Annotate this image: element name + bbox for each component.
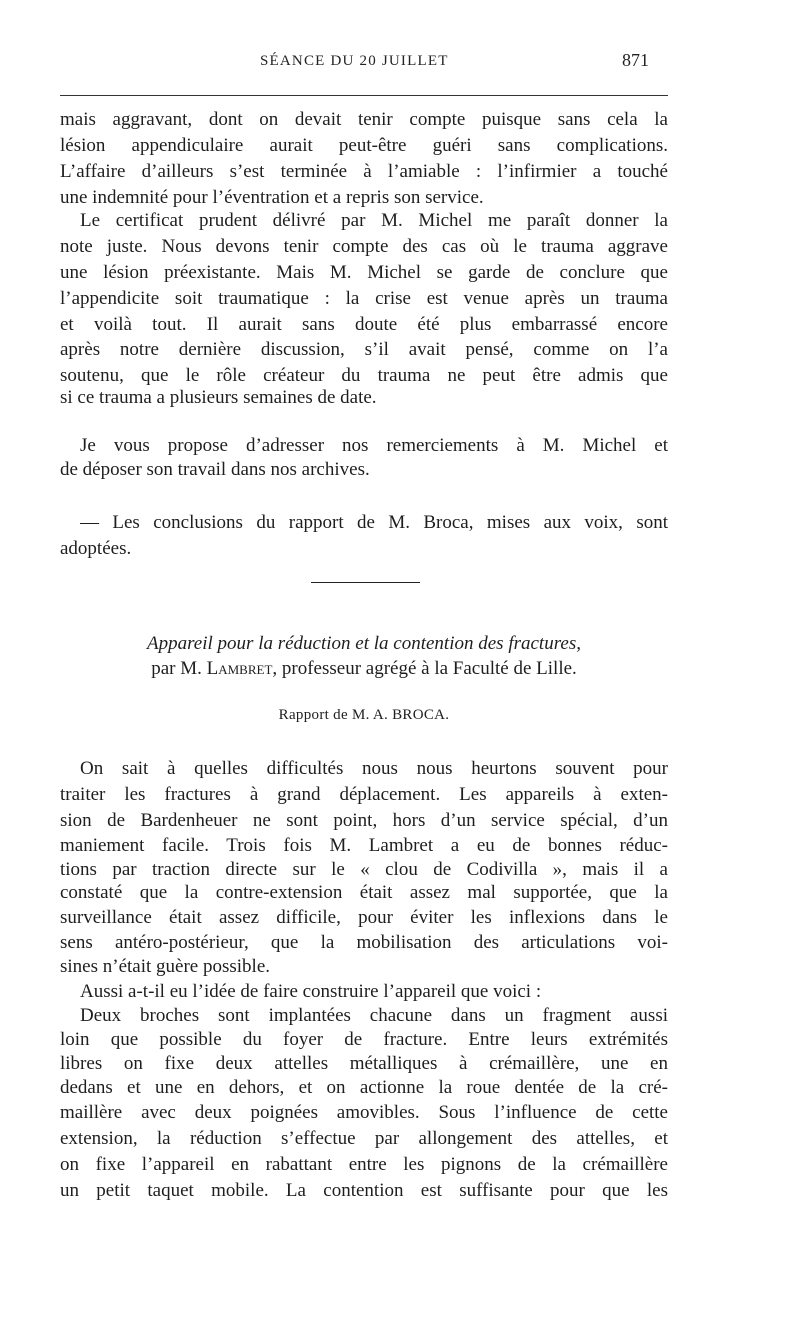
text-line: L’affaire d’ailleurs s’est terminée à l’amiable : l’infirmier a touché [60, 161, 668, 182]
text-line: Aussi a-t-il eu l’idée de faire construire l’appareil que voici : [80, 981, 542, 1002]
text-line: lésion appendiculaire aurait peut-être guéri sans complications. [60, 135, 668, 156]
text-line: Deux broches sont implantées chacune dans un fragment aussi [80, 1005, 668, 1026]
text-line: après notre dernière discussion, s’il avait pensé, comme on l’a [60, 339, 668, 360]
text-line: Le certificat prudent délivré par M. Michel me paraît donner la [80, 210, 668, 231]
text-line: l’appendicite soit traumatique : la crise est venue après un trauma [60, 288, 668, 309]
text-line: tions par traction directe sur le « clou de Codivilla », mais il a [60, 859, 668, 880]
text-line: loin que possible du foyer de fracture. Entre leurs extrémités [60, 1029, 668, 1050]
author-prefix: par M. [151, 658, 202, 679]
page-number: 871 [622, 50, 649, 70]
text-line: de déposer son travail dans nos archives. [60, 459, 370, 480]
author-name: Lambret [206, 658, 273, 679]
text-line: extension, la réduction s’effectue par allongement des attelles, et [60, 1128, 668, 1149]
text-line: traiter les fractures à grand déplacement. Les appareils à exten- [60, 784, 668, 805]
text-line: adoptées. [60, 538, 132, 559]
text-line: surveillance était assez difficile, pour éviter les inflexions dans le [60, 907, 668, 928]
text-line: constaté que la contre-extension était assez mal supportée, que la [60, 882, 668, 903]
text-line: On sait à quelles difficultés nous nous heurtons souvent pour [80, 758, 668, 779]
text-line: une indemnité pour l’éventration et a repris son service. [60, 187, 484, 208]
text-line: sion de Bardenheuer ne sont point, hors d’un service spécial, d’un [60, 810, 668, 831]
text-line: une lésion préexistante. Mais M. Michel se garde de conclure que [60, 262, 668, 283]
text-line: maniement facile. Trois fois M. Lambret a eu de bonnes réduc- [60, 835, 668, 856]
text-line: libres on fixe deux attelles métalliques à crémaillère, une en [60, 1053, 668, 1074]
text-line: sens antéro-postérieur, que la mobilisation des articulations voi- [60, 932, 668, 953]
text-line: mais aggravant, dont on devait tenir compte puisque sans cela la [60, 109, 668, 130]
text-line: — Les conclusions du rapport de M. Broca, mises aux voix, sont [80, 512, 668, 533]
article-author [60, 656, 668, 682]
running-title: SÉANCE DU 20 JUILLET [260, 53, 449, 69]
section-divider [311, 582, 420, 583]
text-line: soutenu, que le rôle créateur du trauma ne peut être admis que [60, 365, 668, 386]
text-line: maillère avec deux poignées amovibles. Sous l’influence de cette [60, 1102, 668, 1123]
article-title: Appareil pour la réduction et la contention des fractures, [147, 633, 581, 654]
text-line: dedans et une en dehors, et on actionne la roue dentée de la cré- [60, 1077, 668, 1098]
text-line: note juste. Nous devons tenir compte des cas où le trauma aggrave [60, 236, 668, 257]
text-line: on fixe l’appareil en rabattant entre les pignons de la crémaillère [60, 1154, 668, 1175]
header-rule [60, 95, 668, 96]
author-suffix: , professeur agrégé à la Faculté de Lille. [272, 658, 577, 679]
text-line: un petit taquet mobile. La contention est suffisante pour que les [60, 1180, 668, 1201]
text-line: et voilà tout. Il aurait sans doute été plus embarrassé encore [60, 314, 668, 335]
report-heading: Rapport de M. A. BROCA. [278, 707, 450, 723]
text-line: si ce trauma a plusieurs semaines de date. [60, 387, 377, 408]
text-line: Je vous propose d’adresser nos remerciements à M. Michel et [80, 435, 668, 456]
text-line: sines n’était guère possible. [60, 956, 271, 977]
